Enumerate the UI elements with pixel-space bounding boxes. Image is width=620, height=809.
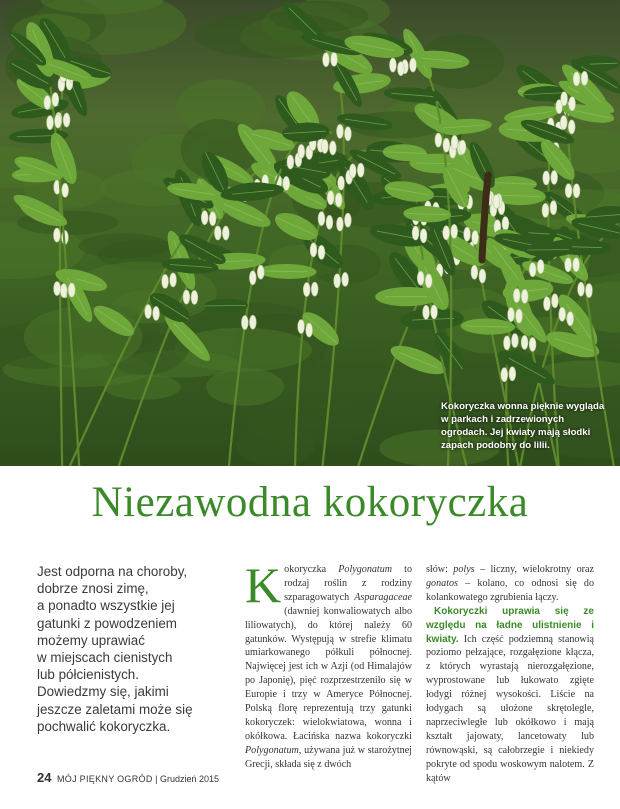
bell-flower (201, 211, 208, 225)
bell-flower (459, 140, 466, 154)
bell-flower (331, 52, 338, 66)
bell-flower (389, 58, 396, 72)
bell-flower (586, 284, 593, 298)
page-footer (37, 770, 219, 785)
magazine-name: MÓJ PIĘKNY OGRÓD (56, 774, 153, 784)
intro-line: pochwalić kokoryczka. (37, 718, 171, 734)
bell-flower (443, 138, 450, 152)
bell-flower (47, 116, 54, 130)
bell-flower (573, 258, 580, 272)
bell-flower (153, 306, 160, 320)
greek-word: gonatos (426, 577, 458, 589)
article-intro (37, 563, 222, 735)
bell-flower (410, 58, 417, 72)
bell-flower (508, 308, 515, 322)
bell-flower (567, 312, 574, 326)
bell-flower (521, 289, 528, 303)
bell-flower (565, 258, 572, 272)
bell-flower (310, 243, 317, 257)
bell-flower (542, 203, 549, 217)
article-title: Niezawodna kokoryczka (91, 479, 529, 526)
bell-flower (345, 127, 352, 141)
bell-flower (249, 271, 256, 285)
intro-line: w miejscach cienistych (37, 650, 173, 666)
bell-flower (283, 176, 290, 190)
bell-flower (493, 195, 500, 209)
body-text: – liczny, wielokrotny oraz (474, 564, 594, 575)
bell-flower (397, 62, 404, 76)
body-text: – kolano, co odnosi się do kolankowatego zgrubienia łączy. (426, 577, 594, 603)
greek-word: polys (453, 564, 475, 575)
body-column-2 (426, 563, 594, 786)
bell-flower (516, 309, 523, 323)
bell-flower (209, 212, 216, 226)
page-number: 24 (37, 770, 52, 785)
background-foliage (206, 368, 284, 406)
body-text: , używana już w starożytnej Grecji, składa się z dwóch (245, 744, 412, 770)
bell-flower (561, 92, 568, 106)
bell-flower (318, 212, 325, 226)
bell-flower (423, 305, 430, 319)
bell-flower (349, 164, 356, 178)
bell-flower (512, 334, 519, 348)
caption-lead: Kokoryczka wonna (441, 401, 528, 412)
bell-flower (334, 274, 341, 288)
body-column-1 (245, 557, 412, 772)
background-foliage (245, 401, 373, 443)
bell-flower (569, 97, 576, 111)
bell-flower (183, 290, 190, 304)
bell-flower (543, 297, 550, 311)
intro-line: Dowiedzmy się, jakimi (37, 684, 169, 700)
bell-flower (431, 305, 438, 319)
bell-flower (559, 307, 566, 321)
body-text: Ich część podziemną stanowią poziomo pełzające, rozgałęzione kłącza, z których wyrastają nierozgałęzione, wyprostowane lub łukowato zgięte łodygi różnej wysokości. Liście na łodygach są ułożone skrętolegle, naprzeciwległe lub okółkowo i mają kształt jajowaty, lancetowaty lub równowąski, są całobrzegie i niekiedy pokryte od spodu woskowym nalotem. Z kątów (426, 633, 594, 784)
bell-flower (44, 96, 51, 110)
bell-flower (298, 320, 305, 334)
bell-flower (68, 283, 75, 297)
bell-flower (565, 184, 572, 198)
bell-flower (338, 176, 345, 190)
bell-flower (257, 265, 264, 279)
bell-flower (54, 282, 61, 296)
highlight-lead: Kokoryczki uprawia się ze względu na ładne ulistnienie i kwiaty. (426, 605, 594, 645)
bell-flower (306, 323, 313, 337)
intro-line: gatunki z powodzeniem (37, 615, 177, 631)
body-text: okoryczka (284, 564, 339, 575)
bell-flower (502, 217, 509, 231)
bell-flower (55, 114, 62, 128)
intro-line: dobrze znosi zimę, (37, 581, 149, 597)
bell-flower (513, 289, 520, 303)
bell-flower (537, 260, 544, 274)
bell-flower (581, 71, 588, 85)
bell-flower (337, 217, 344, 231)
bell-flower (425, 274, 432, 288)
bell-flower (53, 228, 60, 242)
bell-flower (573, 72, 580, 86)
bell-flower (551, 170, 558, 184)
bell-flower (191, 290, 198, 304)
intro-line: jeszcze zaletami może się (37, 701, 193, 717)
latin-name: Polygonatum (245, 744, 299, 756)
body-text: to rodzaj roślin z rodziny szparagowatych (284, 564, 412, 603)
bell-flower (543, 171, 550, 185)
bell-flower (327, 191, 334, 205)
intro-line: a ponadto wszystkie jej (37, 598, 175, 614)
bell-flower (241, 316, 248, 330)
bell-flower (435, 133, 442, 147)
issue-date: Grudzień 2015 (160, 774, 220, 784)
bell-flower (420, 229, 427, 243)
bell-flower (287, 155, 294, 169)
background-foliage (78, 233, 169, 258)
bell-flower (345, 213, 352, 227)
bell-flower (529, 263, 536, 277)
body-paragraph (245, 557, 412, 772)
bell-flower (335, 193, 342, 207)
body-paragraph (426, 605, 594, 786)
footer-separator: | (155, 774, 160, 784)
bell-flower (62, 183, 69, 197)
bell-flower (323, 53, 330, 67)
bell-flower (222, 226, 229, 240)
bell-flower (329, 141, 336, 155)
bell-flower (417, 271, 424, 285)
bell-flower (568, 120, 575, 134)
bell-flower (509, 367, 516, 381)
bell-flower (451, 224, 458, 238)
bell-flower (560, 116, 567, 130)
bell-flower (529, 337, 536, 351)
body-text: słów: (426, 564, 454, 575)
bell-flower (464, 227, 471, 241)
bell-flower (162, 274, 169, 288)
bell-flower (303, 283, 310, 297)
bell-flower (504, 336, 511, 350)
bell-flower (501, 368, 508, 382)
bell-flower (52, 93, 59, 107)
bell-flower (311, 282, 318, 296)
bell-flower (451, 135, 458, 149)
latin-name: Polygonatum (338, 564, 393, 575)
bell-flower (573, 184, 580, 198)
bell-flower (337, 124, 344, 138)
bell-flower (321, 139, 328, 153)
bell-flower (550, 201, 557, 215)
caption-text: pięknie wygląda w parkach i zadrzewionych ogrodach. Jej kwiaty mają słodki zapach podobny do lilii. (441, 401, 605, 451)
intro-line: możemy uprawiać (37, 632, 145, 648)
bell-flower (170, 273, 177, 287)
intro-line: lub półcienistych. (37, 667, 139, 683)
bell-flower (472, 231, 479, 245)
bell-flower (249, 315, 256, 329)
bell-flower (521, 335, 528, 349)
bell-flower (318, 245, 325, 259)
photo-caption (441, 400, 613, 452)
bell-flower (578, 282, 585, 296)
bell-flower (326, 215, 333, 229)
bell-flower (471, 265, 478, 279)
intro-line: Jest odporna na choroby, (37, 564, 188, 579)
bell-flower (60, 284, 67, 298)
bell-flower (357, 163, 364, 177)
bell-flower (298, 144, 305, 158)
bell-flower (551, 294, 558, 308)
bell-flower (145, 305, 152, 319)
bell-flower (443, 226, 450, 240)
bell-flower (342, 272, 349, 286)
bell-flower (214, 226, 221, 240)
drop-cap: K (245, 557, 282, 613)
bell-flower (63, 113, 70, 127)
bell-flower (412, 226, 419, 240)
bell-flower (479, 269, 486, 283)
body-paragraph (426, 563, 594, 605)
body-text: (dawniej konwaliowatych albo liliowatych), do której należy 60 gatunków. Występują w strefie klimatu umiarkowanego półkuli północnej. Najwięcej jest ich w Azji (od Himalajów po Japonię), pięć rozprzestrzeniło się w Europie i trzy w Ameryce Północnej. Polską florę reprezentują trzy gatunki kokoryczek: wielokwiatowa, wonna i okółkowa. Łacińska nazwa kokoryczki (245, 605, 412, 742)
latin-name: Asparagaceae (354, 591, 412, 603)
